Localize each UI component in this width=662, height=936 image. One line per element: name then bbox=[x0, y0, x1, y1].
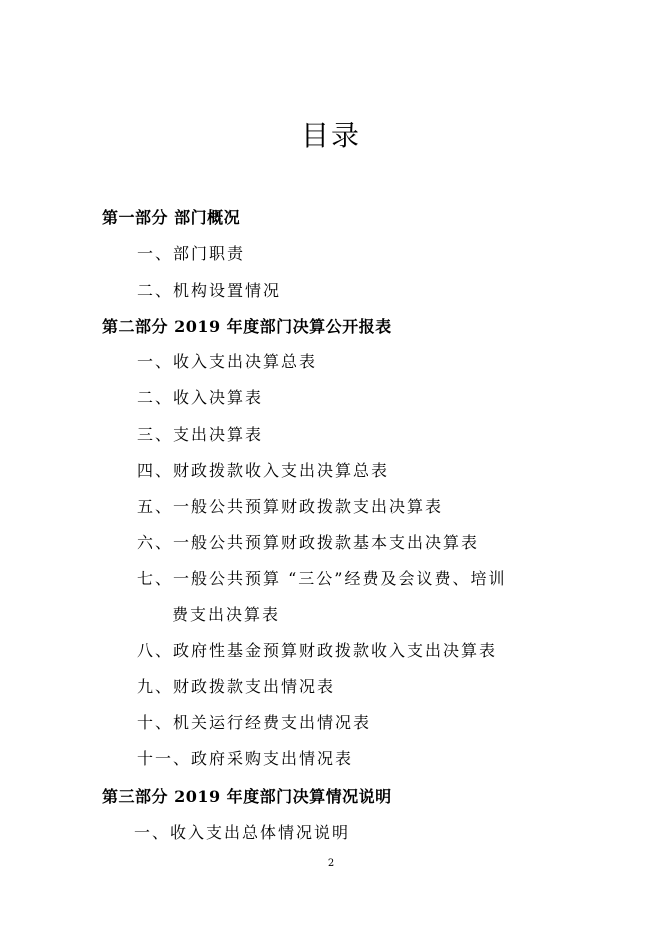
page-number: 2 bbox=[327, 858, 335, 869]
toc-item: 四、财政拨款收入支出决算总表 bbox=[137, 461, 390, 480]
toc-item: 一、收入支出总体情况说明 bbox=[134, 823, 351, 842]
toc-item: 七、一般公共预算 “三公”经费及会议费、培训 bbox=[137, 569, 507, 588]
toc-item: 一、收入支出决算总表 bbox=[137, 352, 318, 371]
toc-item: 九、财政拨款支出情况表 bbox=[137, 677, 336, 696]
toc-item: 二、机构设置情况 bbox=[137, 281, 282, 300]
toc-item: 十、机关运行经费支出情况表 bbox=[137, 713, 372, 732]
toc-item: 八、政府性基金预算财政拨款收入支出决算表 bbox=[137, 641, 498, 660]
toc-part-1: 第一部分 部门概况 bbox=[102, 208, 241, 227]
page-title: 目录 bbox=[300, 119, 361, 152]
toc-item: 一、部门职责 bbox=[137, 244, 246, 263]
toc-item: 六、一般公共预算财政拨款基本支出决算表 bbox=[137, 533, 480, 552]
toc-item: 二、收入决算表 bbox=[137, 388, 264, 407]
toc-item-continuation: 费支出决算表 bbox=[172, 605, 281, 624]
toc-item: 十一、政府采购支出情况表 bbox=[137, 749, 354, 768]
toc-part-2: 第二部分 2019 年度部门决算公开报表 bbox=[102, 317, 392, 336]
toc-item: 三、支出决算表 bbox=[137, 425, 264, 444]
toc-item: 五、一般公共预算财政拨款支出决算表 bbox=[137, 497, 444, 516]
toc-part-3: 第三部分 2019 年度部门决算情况说明 bbox=[102, 787, 392, 806]
